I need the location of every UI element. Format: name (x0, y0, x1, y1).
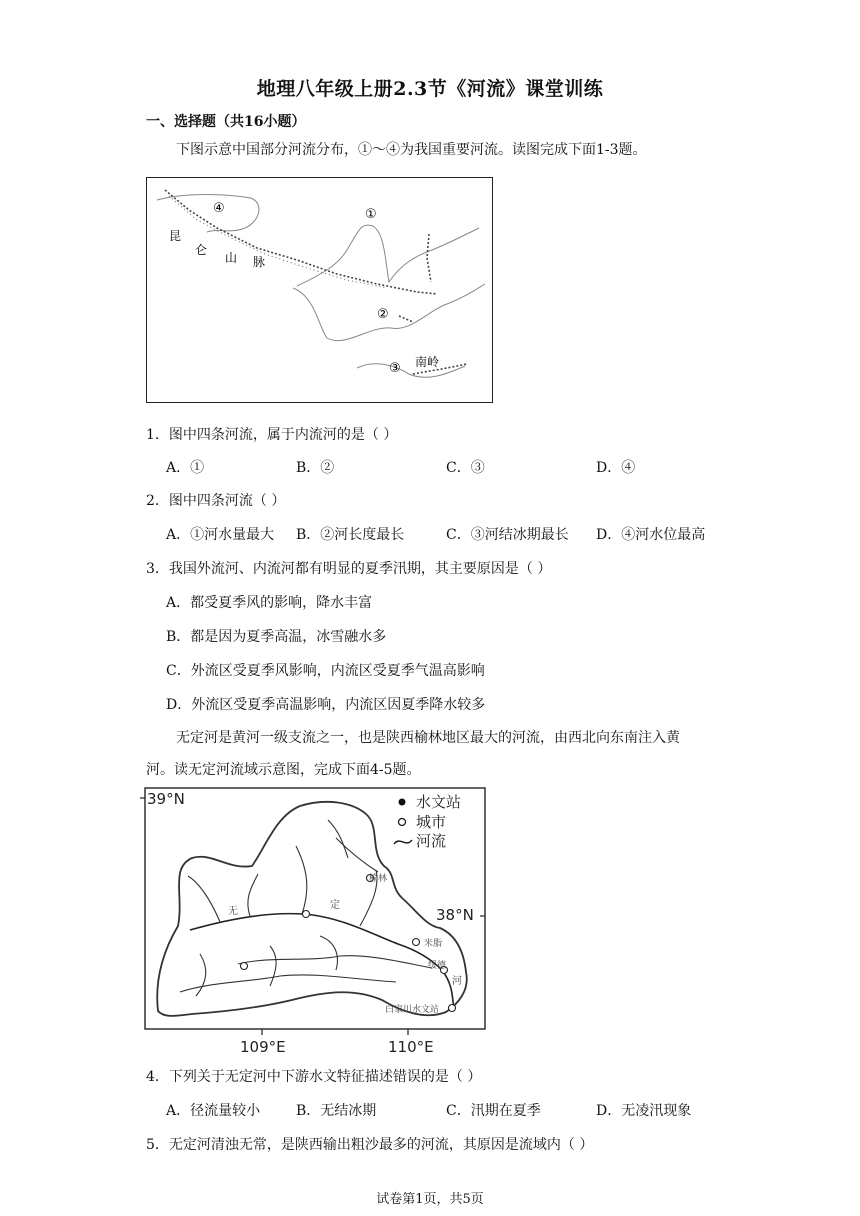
legend-river-label: 河流 (416, 832, 447, 850)
question-2-option-a[interactable]: A．①河水量最大 (166, 527, 275, 543)
question-3-option-c[interactable]: C．外流区受夏季风影响，内流区受夏季气温高影响 (166, 663, 485, 679)
question-2-option-b[interactable]: B．②河长度最长 (296, 527, 405, 543)
tributary-5 (238, 956, 432, 968)
city-marker-1 (303, 911, 310, 918)
question-1-option-d[interactable]: D．④ (596, 460, 636, 476)
lon-109-label: 109°E (240, 1038, 286, 1056)
river-char-3: 河 (452, 976, 462, 987)
question-4-option-b[interactable]: B．无结冰期 (296, 1103, 377, 1119)
intro-paragraph-2-line-2: 河。读无定河流域示意图，完成下面4-5题。 (146, 762, 421, 778)
suide-label: 绥德 (428, 961, 447, 971)
tributary-9 (196, 954, 206, 996)
page-footer: 试卷第1页，共5页 (376, 1192, 484, 1207)
question-1-option-c[interactable]: C．③ (446, 460, 485, 476)
taihang-mountains (427, 234, 431, 282)
china-rivers-map (146, 177, 493, 403)
tributary-8 (328, 820, 348, 858)
wushan-mountains (399, 316, 413, 322)
river-3-line (357, 364, 465, 378)
mizhi-label: 米脂 (424, 939, 443, 949)
tributary-11 (320, 936, 337, 970)
tributary-10 (270, 946, 276, 986)
kunlun-char-3: 山 (225, 251, 238, 265)
question-1-option-a[interactable]: A．① (166, 460, 205, 476)
legend-city-icon (399, 819, 406, 826)
kunlun-char-4: 脉 (253, 255, 266, 269)
kunlun-mountains (165, 190, 437, 294)
river-char-1: 无 (228, 906, 238, 917)
question-4-option-a[interactable]: A．径流量较小 (166, 1103, 261, 1119)
wuding-river-map (140, 786, 490, 1056)
yulin-label: 榆林 (369, 874, 388, 884)
intro-paragraph-2-line-1: 无定河是黄河一级支流之一，也是陕西榆林地区最大的河流，由西北向东南注入黄 (176, 730, 680, 746)
river-4-label: ④ (213, 201, 225, 216)
question-2-stem: 2．图中四条河流（ ） (146, 493, 286, 509)
question-1-stem: 1．图中四条河流，属于内流河的是（ ） (146, 427, 398, 443)
china-rivers-map-svg (147, 178, 492, 402)
river-1-line (297, 225, 479, 286)
station-label: 白家川水文站 (385, 1005, 440, 1015)
question-3-option-b[interactable]: B．都是因为夏季高温，冰雪融水多 (166, 629, 387, 645)
question-2-option-c[interactable]: C．③河结冰期最长 (446, 527, 569, 543)
intro-paragraph-1: 下图示意中国部分河流分布，①～④为我国重要河流。读图完成下面1-3题。 (176, 142, 647, 158)
question-3-option-d[interactable]: D．外流区受夏季高温影响，内流区因夏季降水较多 (166, 697, 486, 713)
question-3-option-a[interactable]: A．都受夏季风的影响，降水丰富 (166, 595, 373, 611)
question-4-option-c[interactable]: C．汛期在夏季 (446, 1103, 541, 1119)
mizhi-city-marker (413, 939, 420, 946)
river-2-label: ② (377, 307, 389, 322)
legend-station-icon (399, 799, 406, 806)
question-2-option-d[interactable]: D．④河水位最高 (596, 527, 706, 543)
section-heading: 一、选择题（共16小题） (146, 114, 306, 130)
river-char-2: 定 (330, 900, 340, 911)
question-4-stem: 4．下列关于无定河中下游水文特征描述错误的是（ ） (146, 1069, 482, 1085)
page-title: 地理八年级上册2.3节《河流》课堂训练 (256, 78, 604, 100)
river-2-line (293, 284, 485, 341)
lat-38-label: 38°N (436, 906, 474, 924)
question-4-option-d[interactable]: D．无凌汛现象 (596, 1103, 692, 1119)
legend-city-label: 城市 (416, 813, 447, 831)
lat-39-label: 39°N (147, 790, 185, 808)
kunlun-mountains-hatch (169, 196, 387, 288)
station-marker (449, 1005, 456, 1012)
river-3-label: ③ (389, 361, 401, 376)
legend-river-icon (394, 840, 412, 844)
river-4-line (157, 195, 259, 233)
question-3-stem: 3．我国外流河、内流河都有明显的夏季汛期，其主要原因是（ ） (146, 561, 552, 577)
question-5-stem: 5．无定河清浊无常，是陕西输出粗沙最多的河流，其原因是流域内（ ） (146, 1137, 594, 1153)
kunlun-char-1: 昆 (169, 229, 182, 243)
wuding-river-map-svg (140, 786, 490, 1056)
nanling-label: 南岭 (415, 355, 440, 369)
question-1-option-b[interactable]: B．② (296, 460, 335, 476)
tributary-3 (188, 876, 220, 922)
river-1-label: ① (365, 207, 377, 222)
city-marker-2 (241, 963, 248, 970)
tributary-1 (296, 846, 307, 914)
legend-station-label: 水文站 (416, 793, 462, 811)
lon-110-label: 110°E (388, 1038, 434, 1056)
tributary-6 (180, 975, 396, 992)
kunlun-char-2: 仑 (195, 243, 208, 257)
tributary-4 (248, 874, 258, 916)
